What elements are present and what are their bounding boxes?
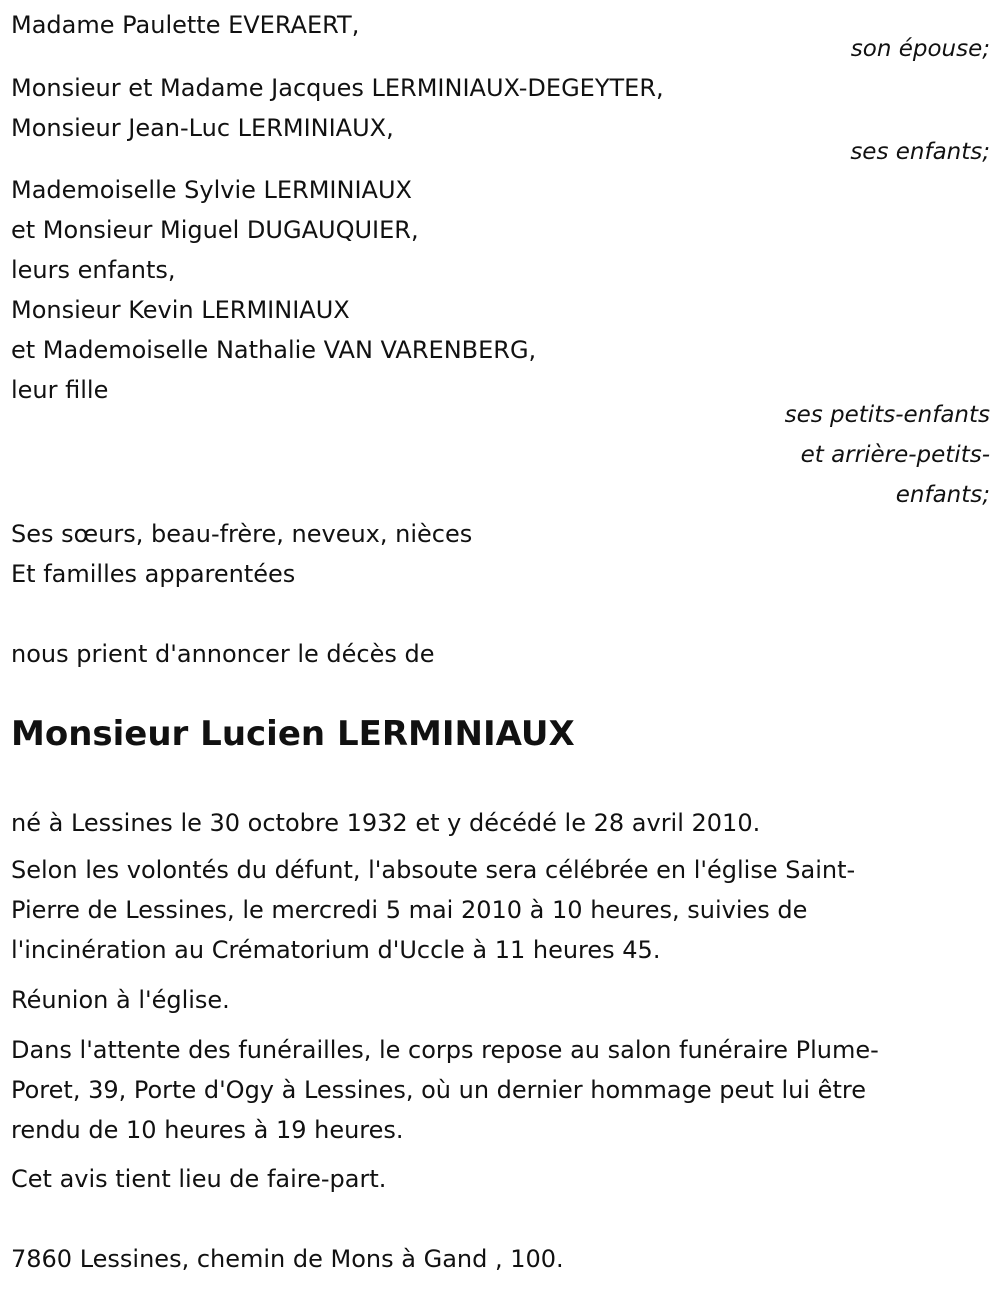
- deceased-name: Monsieur Lucien LERMINIAUX: [11, 714, 575, 754]
- grandchildren-line: et Monsieur Miguel DUGAUQUIER,: [11, 216, 419, 244]
- grandchildren-role: enfants;: [895, 482, 990, 508]
- viewing-line: rendu de 10 heures à 19 heures.: [11, 1116, 404, 1144]
- children-line: Monsieur et Madame Jacques LERMINIAUX-DEGEYTER,: [11, 74, 664, 102]
- viewing-line: Poret, 39, Porte d'Ogy à Lessines, où un dernier hommage peut lui être: [11, 1076, 866, 1104]
- children-role: ses enfants;: [850, 139, 990, 165]
- grandchildren-role: ses petits-enfants: [784, 402, 990, 428]
- meeting-text: Réunion à l'église.: [11, 986, 230, 1014]
- grandchildren-line: et Mademoiselle Nathalie VAN VARENBERG,: [11, 336, 537, 364]
- grandchildren-role: et arrière-petits-: [800, 442, 990, 468]
- viewing-line: Dans l'attente des funérailles, le corps repose au salon funéraire Plume-: [11, 1036, 879, 1064]
- address-text: 7860 Lessines, chemin de Mons à Gand , 100.: [11, 1245, 564, 1273]
- spouse-line: Madame Paulette EVERAERT,: [11, 11, 360, 39]
- birth-death-text: né à Lessines le 30 octobre 1932 et y décédé le 28 avril 2010.: [11, 809, 761, 837]
- children-line: Monsieur Jean-Luc LERMINIAUX,: [11, 114, 394, 142]
- relatives-line: Et familles apparentées: [11, 560, 296, 588]
- grandchildren-line: leurs enfants,: [11, 256, 176, 284]
- ceremony-line: Pierre de Lessines, le mercredi 5 mai 2010 à 10 heures, suivies de: [11, 896, 808, 924]
- grandchildren-line: leur fille: [11, 376, 109, 404]
- ceremony-line: Selon les volontés du défunt, l'absoute sera célébrée en l'église Saint-: [11, 856, 856, 884]
- relatives-line: Ses sœurs, beau-frère, neveux, nièces: [11, 520, 473, 548]
- grandchildren-line: Monsieur Kevin LERMINIAUX: [11, 296, 350, 324]
- grandchildren-line: Mademoiselle Sylvie LERMINIAUX: [11, 176, 412, 204]
- announcement-text: nous prient d'annoncer le décès de: [11, 640, 435, 668]
- notice-text: Cet avis tient lieu de faire-part.: [11, 1165, 387, 1193]
- spouse-role: son épouse;: [850, 36, 990, 62]
- ceremony-line: l'incinération au Crématorium d'Uccle à 11 heures 45.: [11, 936, 661, 964]
